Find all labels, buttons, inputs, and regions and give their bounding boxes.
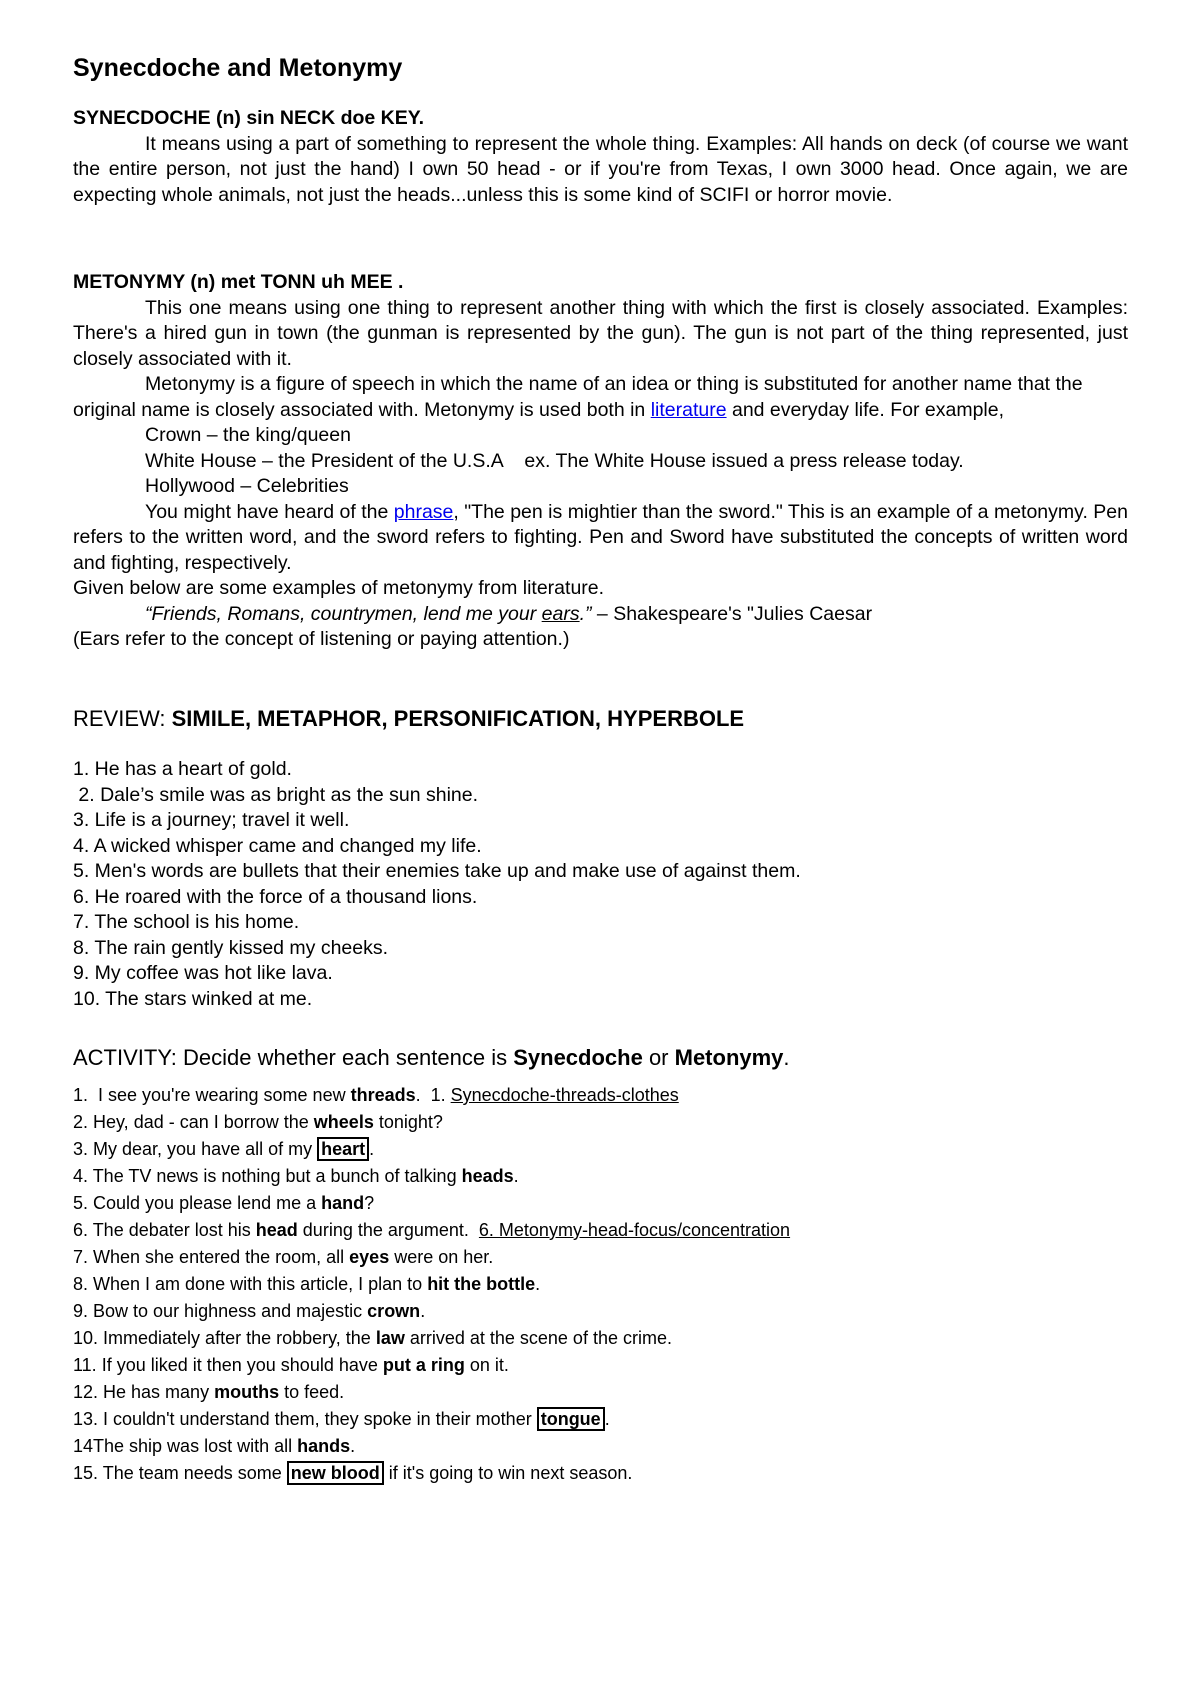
- activity-item-keyword: hit the bottle: [427, 1274, 536, 1294]
- activity-item: [73, 1082, 1128, 1109]
- example-hollywood: Hollywood – Celebrities: [145, 475, 349, 497]
- shakespeare-quote: [73, 602, 1128, 628]
- activity-item-text-end: if it's going to win next season.: [383, 1463, 633, 1483]
- review-label: REVIEW:: [73, 706, 172, 731]
- activity-item-text: 2. Hey, dad - can I borrow the: [73, 1112, 314, 1132]
- page-title: Synecdoche and Metonymy: [73, 54, 403, 82]
- activity-dot: .: [783, 1045, 790, 1070]
- review-list: [73, 757, 1128, 1012]
- activity-section: [73, 1044, 1128, 1487]
- activity-item-text-end: during the argument.: [297, 1220, 479, 1240]
- review-item: 8. The rain gently kissed my cheeks.: [73, 936, 389, 959]
- literature-link[interactable]: literature: [650, 398, 727, 421]
- metonymy-heading: METONYMY (n) met TONN uh MEE .: [73, 271, 404, 293]
- quote-attribution: – Shakespeare's "Julies Caesar: [591, 602, 873, 625]
- activity-item-text-end: .: [420, 1301, 426, 1321]
- activity-item-text: 10. Immediately after the robbery, the: [73, 1328, 376, 1348]
- activity-item-keyword: heads: [461, 1166, 514, 1186]
- activity-item-text: 4. The TV news is nothing but a bunch of talking: [73, 1166, 462, 1186]
- metonymy-para1: This one means using one thing to represent another thing with which the first is closely associated. Examples: There's a hired gun in town (the gunman is represented by the gun). The gun is not part of the thing represented, just closely associated with it.: [73, 296, 1128, 370]
- activity-item-text: 13. I couldn't understand them, they spoke in their mother: [73, 1409, 537, 1429]
- activity-item-text: 14The ship was lost with all: [73, 1436, 298, 1456]
- activity-item-keyword: new blood: [287, 1461, 384, 1485]
- metonymy-para2-text-end: and everyday life. For example,: [726, 398, 1005, 421]
- activity-item-text: 5. Could you please lend me a: [73, 1193, 322, 1213]
- activity-item-keyword: crown: [367, 1301, 421, 1321]
- activity-item: [73, 1244, 1128, 1271]
- review-item: 1. He has a heart of gold.: [73, 758, 292, 780]
- activity-item-text-end: .: [350, 1436, 356, 1456]
- example-crown: Crown – the king/queen: [145, 424, 351, 446]
- synecdoche-section: [73, 106, 1128, 208]
- review-item: 6. He roared with the force of a thousand lions.: [73, 885, 478, 908]
- review-section: [73, 705, 1128, 1012]
- activity-item-text-end: .: [604, 1409, 610, 1429]
- activity-item: [73, 1379, 1128, 1406]
- activity-item-keyword: wheels: [313, 1112, 374, 1132]
- metonymy-para3-text: You might have heard of the: [145, 500, 394, 523]
- activity-item-keyword: put a ring: [382, 1355, 465, 1375]
- activity-item-text: 1. I see you're wearing some new: [73, 1085, 351, 1105]
- activity-item-answer: 6. Metonymy-head-focus/concentration: [478, 1220, 791, 1240]
- activity-item-keyword: law: [375, 1328, 405, 1348]
- metonymy-para2: [73, 372, 1128, 423]
- quote-end: .”: [579, 602, 592, 625]
- option-synecdoche: Synecdoche: [513, 1045, 643, 1070]
- metonymy-para2-text: Metonymy is a figure of speech in which the name of an idea or thing is substituted for another name that the original name is closely associated with. Metonymy is used both in: [73, 373, 1083, 421]
- review-item: 7. The school is his home.: [73, 911, 300, 933]
- activity-item-answer: Synecdoche-threads-clothes: [450, 1085, 679, 1105]
- activity-item-text-end: on it.: [464, 1355, 509, 1375]
- review-item: 5. Men's words are bullets that their enemies take up and make use of against them.: [73, 860, 801, 882]
- activity-item: [73, 1460, 1128, 1487]
- activity-item-text-end: arrived at the scene of the crime.: [404, 1328, 672, 1348]
- activity-item: [73, 1406, 1128, 1433]
- activity-item-text-end: .: [369, 1139, 375, 1159]
- activity-item: [73, 1433, 1128, 1460]
- activity-or: or: [642, 1045, 675, 1070]
- example-white-house: White House – the President of the U.S.A ex. The White House issued a press release today.: [145, 449, 964, 472]
- given-below-text: Given below are some examples of metonymy from literature.: [73, 577, 605, 599]
- activity-item-keyword: heart: [317, 1137, 369, 1161]
- activity-item: [73, 1325, 1128, 1352]
- review-item: 2. Dale’s smile was as bright as the sun shine.: [73, 783, 479, 806]
- review-item: 10. The stars winked at me.: [73, 987, 313, 1010]
- quote-text: “Friends, Romans, countrymen, lend me your: [145, 602, 542, 625]
- quote-note: (Ears refer to the concept of listening or paying attention.): [73, 628, 570, 650]
- synecdoche-text: It means using a part of something to represent the whole thing. Examples: All hands on deck (of course we want the entire person, not just the hand) I own 50 head - or if you're from Texas, I own 3000 head. Once again, we are expecting whole animals, not just the heads...unless this is some kind of SCIFI or horror movie.: [73, 132, 1128, 206]
- review-item: 4. A wicked whisper came and changed my life.: [73, 834, 482, 857]
- activity-item-text: 3. My dear, you have all of my: [73, 1139, 318, 1159]
- activity-item: [73, 1271, 1128, 1298]
- synecdoche-heading: SYNECDOCHE (n) sin NECK doe KEY.: [73, 107, 425, 129]
- activity-item-text: 15. The team needs some: [73, 1463, 287, 1483]
- metonymy-para3: [73, 500, 1128, 577]
- activity-item: [73, 1163, 1128, 1190]
- metonymy-para3-text-end: , "The pen is mightier than the sword." This is an example of a metonymy. Pen refers to the written word, and the sword refers to fighting. Pen and Sword have substituted the concepts of written word and fighting, respectively.: [73, 500, 1128, 574]
- activity-list: [73, 1082, 1128, 1487]
- review-item: 9. My coffee was hot like lava.: [73, 962, 333, 984]
- activity-item-keyword: eyes: [349, 1247, 390, 1267]
- activity-item-keyword: tongue: [537, 1407, 605, 1431]
- phrase-link[interactable]: phrase: [393, 500, 454, 523]
- activity-label: ACTIVITY: Decide whether each sentence is: [73, 1045, 514, 1070]
- activity-item-text: 12. He has many: [73, 1382, 215, 1402]
- activity-item-keyword: mouths: [214, 1382, 280, 1402]
- activity-heading: [73, 1044, 1128, 1072]
- activity-item: [73, 1217, 1128, 1244]
- review-topics: SIMILE, METAPHOR, PERSONIFICATION, HYPERBOLE: [171, 706, 745, 731]
- activity-item: [73, 1298, 1128, 1325]
- activity-item-text: 9. Bow to our highness and majestic: [73, 1301, 368, 1321]
- activity-item-text-end: ?: [364, 1193, 375, 1213]
- activity-item-keyword: threads: [350, 1085, 416, 1105]
- activity-item-text-end: .: [513, 1166, 519, 1186]
- activity-item-text: 11. If you liked it then you should have: [73, 1355, 383, 1375]
- activity-item: [73, 1109, 1128, 1136]
- activity-item-text: 7. When she entered the room, all: [73, 1247, 350, 1267]
- activity-item-keyword: hand: [321, 1193, 365, 1213]
- review-heading: [73, 705, 1128, 733]
- activity-item-text-end: to feed.: [279, 1382, 345, 1402]
- activity-item-text-end: . 1.: [415, 1085, 451, 1105]
- activity-item-keyword: hands: [297, 1436, 351, 1456]
- metonymy-section: [73, 270, 1128, 653]
- activity-item: [73, 1190, 1128, 1217]
- activity-item-text-end: .: [535, 1274, 541, 1294]
- activity-item-text-end: tonight?: [373, 1112, 443, 1132]
- activity-item-text: 8. When I am done with this article, I plan to: [73, 1274, 428, 1294]
- activity-item-text: 6. The debater lost his: [73, 1220, 256, 1240]
- activity-item: [73, 1352, 1128, 1379]
- activity-item-keyword: head: [255, 1220, 298, 1240]
- review-item: 3. Life is a journey; travel it well.: [73, 809, 350, 831]
- quote-underlined-word: ears: [541, 602, 580, 625]
- activity-item-text-end: were on her.: [389, 1247, 494, 1267]
- option-metonymy: Metonymy: [674, 1045, 784, 1070]
- activity-item: [73, 1136, 1128, 1163]
